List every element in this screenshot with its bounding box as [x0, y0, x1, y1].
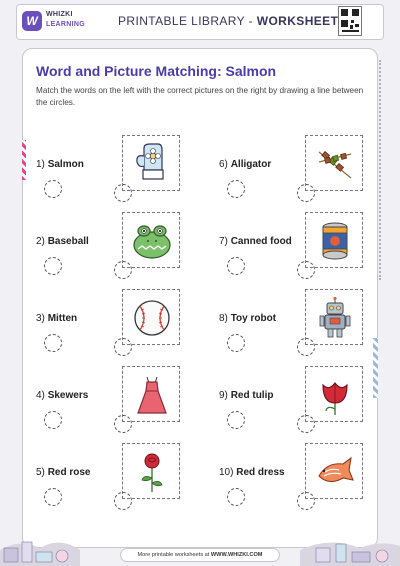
left-item-4-circle[interactable]: [44, 411, 62, 429]
right-picture-10-box: [305, 443, 363, 499]
left-accent-stripe: [22, 140, 26, 180]
canned-food-icon: [313, 219, 357, 263]
left-item-2-circle[interactable]: [44, 257, 62, 275]
right-picture-9-circle[interactable]: [297, 415, 315, 433]
right-dotted-rail: [379, 60, 381, 280]
right-picture-6-circle[interactable]: [297, 184, 315, 202]
left-picture-5-box: [122, 443, 180, 499]
right-item-10-label: 10) Red dress: [219, 467, 285, 478]
footer-banner: [120, 548, 280, 562]
dress-icon: [130, 373, 174, 417]
left-item-3-label: 3) Mitten: [36, 313, 78, 324]
left-picture-2-circle[interactable]: [114, 261, 132, 279]
right-picture-7-circle[interactable]: [297, 261, 315, 279]
left-item-1-circle[interactable]: [44, 180, 62, 198]
right-item-10-circle[interactable]: [227, 488, 245, 506]
footer-link[interactable]: WWW.WHIZKI.COM: [210, 552, 263, 558]
header-title-bold: WORKSHEET: [256, 14, 339, 28]
right-picture-6-box: [305, 135, 363, 191]
rose-icon: [130, 450, 174, 494]
right-accent-stripe: [373, 338, 378, 398]
right-picture-10-circle[interactable]: [297, 492, 315, 510]
left-item-4-label: 4) Skewers: [36, 390, 89, 401]
toy-robot-icon: [313, 296, 357, 340]
right-item-7-label: 7) Canned food: [219, 236, 292, 247]
left-item-1-label: 1) Salmon: [36, 159, 84, 170]
alligator-icon: [130, 219, 174, 263]
worksheet-instructions: Match the words on the left with the correct pictures on the right by drawing a line between the circles.: [36, 86, 364, 107]
left-picture-2-box: [122, 212, 180, 268]
left-picture-1-box: [122, 135, 180, 191]
whizki-logo-icon: W: [22, 11, 42, 31]
mitten-icon: [130, 142, 174, 186]
left-picture-4-circle[interactable]: [114, 415, 132, 433]
worksheet-title: Word and Picture Matching: Salmon: [36, 63, 277, 79]
left-picture-5-circle[interactable]: [114, 492, 132, 510]
brand-name: [46, 10, 85, 30]
left-picture-4-box: [122, 366, 180, 422]
left-picture-3-circle[interactable]: [114, 338, 132, 356]
skewers-icon: [313, 142, 357, 186]
right-picture-7-box: [305, 212, 363, 268]
right-item-6-circle[interactable]: [227, 180, 245, 198]
brand-line-1: WHIZKI: [46, 11, 73, 18]
right-picture-9-box: [305, 366, 363, 422]
left-picture-3-box: [122, 289, 180, 345]
brand-line-2: LEARNING: [46, 21, 85, 28]
right-picture-8-box: [305, 289, 363, 345]
header-title: [118, 14, 338, 28]
qr-code-icon: [338, 6, 362, 36]
right-item-7-circle[interactable]: [227, 257, 245, 275]
right-item-8-circle[interactable]: [227, 334, 245, 352]
right-item-6-label: 6) Alligator: [219, 159, 272, 170]
right-item-9-circle[interactable]: [227, 411, 245, 429]
footer-text: More printable worksheets at: [137, 552, 211, 558]
left-item-5-label: 5) Red rose: [36, 467, 91, 478]
baseball-icon: [130, 296, 174, 340]
right-item-8-label: 8) Toy robot: [219, 313, 277, 324]
right-picture-8-circle[interactable]: [297, 338, 315, 356]
salmon-icon: [313, 450, 357, 494]
left-picture-1-circle[interactable]: [114, 184, 132, 202]
header-title-regular: PRINTABLE LIBRARY -: [118, 14, 257, 28]
left-item-2-label: 2) Baseball: [36, 236, 89, 247]
right-item-9-label: 9) Red tulip: [219, 390, 274, 401]
tulip-icon: [313, 373, 357, 417]
left-item-5-circle[interactable]: [44, 488, 62, 506]
left-item-3-circle[interactable]: [44, 334, 62, 352]
